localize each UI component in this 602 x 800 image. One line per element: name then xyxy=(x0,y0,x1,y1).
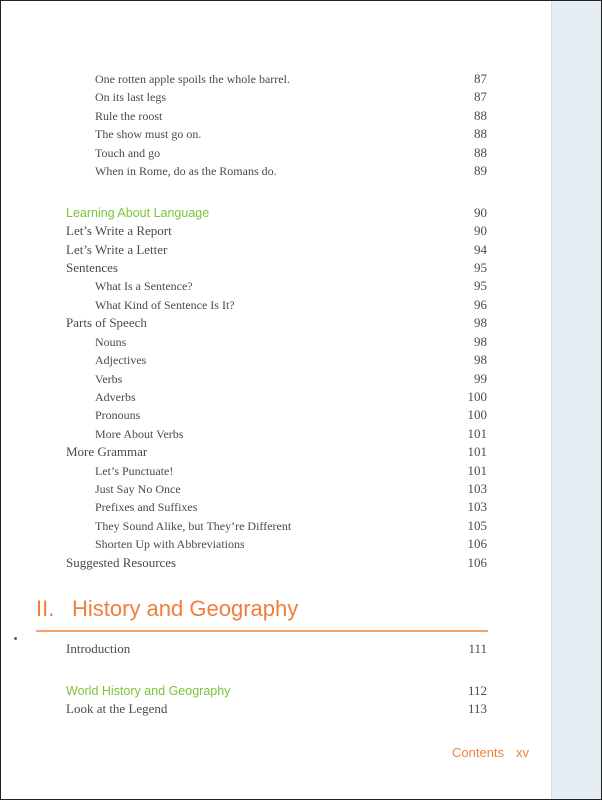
toc-entry-page-number: 90 xyxy=(474,223,487,238)
toc-entry xyxy=(0,535,602,553)
toc-entry xyxy=(0,162,602,180)
page-footer xyxy=(452,745,529,760)
toc-entry-page-number: 113 xyxy=(467,701,487,716)
toc-entry-page-number: 99 xyxy=(474,371,487,386)
toc-entry-title: Let’s Punctuate! xyxy=(95,464,174,478)
toc-entry-title: Learning About Language xyxy=(66,206,210,220)
toc-entry-page-number: 106 xyxy=(467,536,487,551)
toc-entry xyxy=(0,425,602,443)
toc-entry-title: They Sound Alike, but They’re Different xyxy=(95,519,292,533)
toc-entry-page-number: 111 xyxy=(468,641,487,656)
toc-entry xyxy=(0,314,602,332)
toc-entry-page-number: 101 xyxy=(467,444,487,459)
toc-entry-page-number: 103 xyxy=(467,499,487,514)
toc-entry xyxy=(0,144,602,162)
toc-entry-title: Touch and go xyxy=(95,146,161,160)
toc-entry-title: Adjectives xyxy=(95,353,147,367)
toc-entry-title: Pronouns xyxy=(95,408,141,422)
toc-entry-title: Prefixes and Suffixes xyxy=(95,500,198,514)
toc-entry xyxy=(0,443,602,461)
toc-entry-page-number: 87 xyxy=(474,71,487,86)
toc-entry-title: Nouns xyxy=(95,335,127,349)
toc-entry-page-number: 89 xyxy=(474,163,487,178)
toc-entry xyxy=(0,204,602,222)
toc-entry xyxy=(0,700,602,718)
toc-entry-title: More Grammar xyxy=(66,444,148,459)
toc-entry xyxy=(0,388,602,406)
toc-entry-title: What Kind of Sentence Is It? xyxy=(95,298,235,312)
toc-entry-page-number: 88 xyxy=(474,145,487,160)
toc-entry-title: On its last legs xyxy=(95,90,166,104)
toc-entry xyxy=(0,241,602,259)
toc-entry xyxy=(0,70,602,88)
footer-label: Contents xyxy=(452,745,505,760)
toc-entry-page-number: 101 xyxy=(467,426,487,441)
toc-entry xyxy=(0,296,602,314)
toc-entry-title: Verbs xyxy=(95,372,123,386)
toc-entry-page-number: 98 xyxy=(474,352,487,367)
toc-entry-page-number: 100 xyxy=(467,389,487,404)
toc-entry-title: Shorten Up with Abbreviations xyxy=(95,537,245,551)
toc-entry-page-number: 94 xyxy=(474,242,487,257)
toc-entry-page-number: 98 xyxy=(474,334,487,349)
toc-entry-title: Introduction xyxy=(66,641,131,656)
toc-entry xyxy=(0,107,602,125)
toc-entry xyxy=(0,88,602,106)
toc-entry-page-number: 105 xyxy=(467,518,487,533)
toc-entry xyxy=(0,259,602,277)
toc-entry-title: What Is a Sentence? xyxy=(95,279,193,293)
toc-entry xyxy=(0,370,602,388)
toc-entry xyxy=(0,517,602,535)
toc-entry-title: More About Verbs xyxy=(95,427,184,441)
toc-entry-page-number: 112 xyxy=(467,683,487,698)
toc-entry-page-number: 103 xyxy=(467,481,487,496)
toc-entry-title: Just Say No Once xyxy=(95,482,181,496)
toc-entry xyxy=(0,682,602,700)
toc-entry xyxy=(0,351,602,369)
toc-entry-page-number: 106 xyxy=(467,555,487,570)
toc-entry xyxy=(0,498,602,516)
toc-entry xyxy=(0,125,602,143)
toc-entry-page-number: 100 xyxy=(467,407,487,422)
section-title: History and Geography xyxy=(72,596,299,621)
toc-entry-title: One rotten apple spoils the whole barrel. xyxy=(95,72,290,86)
toc-entry xyxy=(0,462,602,480)
toc-entry-title: Parts of Speech xyxy=(66,315,147,330)
toc-entry-title: Look at the Legend xyxy=(66,701,168,716)
section-heading xyxy=(36,594,488,632)
toc-entry xyxy=(0,480,602,498)
toc-entry-title: Sentences xyxy=(66,260,118,275)
toc-entry xyxy=(0,554,602,572)
toc-entry-page-number: 90 xyxy=(474,205,487,220)
section-number: II. xyxy=(36,596,55,621)
toc-entry xyxy=(0,406,602,424)
toc-entry-page-number: 96 xyxy=(474,297,487,312)
footer-page-number: xv xyxy=(516,745,530,760)
toc-entry-title: Suggested Resources xyxy=(66,555,177,570)
toc-entry-title: World History and Geography xyxy=(66,684,231,698)
toc-entry-title: Let’s Write a Report xyxy=(66,223,172,238)
toc-entry-page-number: 95 xyxy=(474,278,487,293)
toc-entry-page-number: 95 xyxy=(474,260,487,275)
toc-entry-title: Adverbs xyxy=(95,390,136,404)
toc-entry xyxy=(0,640,602,658)
toc-entry-title: When in Rome, do as the Romans do. xyxy=(95,164,277,178)
toc-entry xyxy=(0,222,602,240)
toc-entry xyxy=(0,333,602,351)
toc-entry xyxy=(0,277,602,295)
toc-entry-page-number: 88 xyxy=(474,108,487,123)
toc-entry-title: Rule the roost xyxy=(95,109,163,123)
toc-entry-title: The show must go on. xyxy=(95,127,202,141)
toc-entry-page-number: 101 xyxy=(467,463,487,478)
toc-entry-page-number: 98 xyxy=(474,315,487,330)
toc-entry-title: Let’s Write a Letter xyxy=(66,242,168,257)
toc-entry-page-number: 88 xyxy=(474,126,487,141)
stray-mark xyxy=(14,637,17,640)
toc-entry-page-number: 87 xyxy=(474,89,487,104)
